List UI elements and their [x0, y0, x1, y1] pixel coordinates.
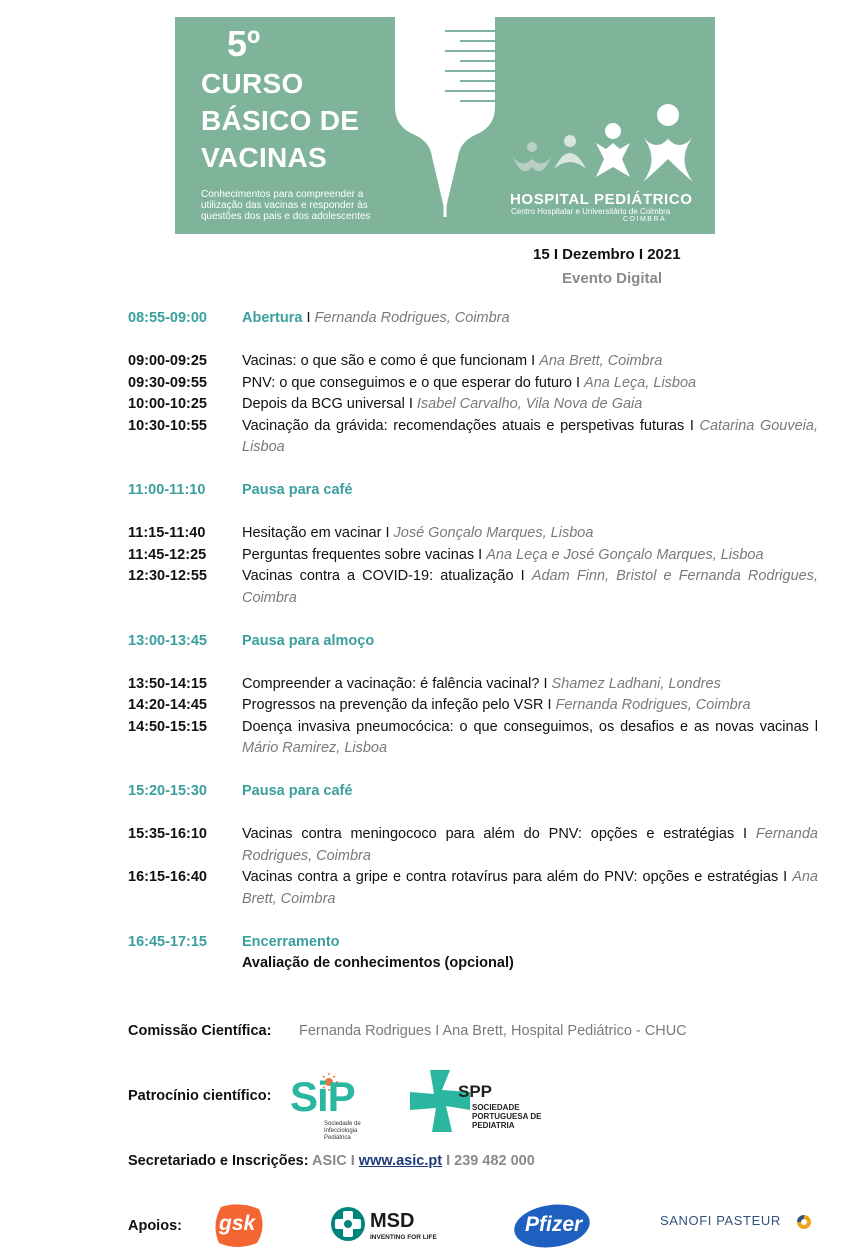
- program-speaker: Shamez Ladhani, Londres: [551, 675, 721, 692]
- sanofi-swirl-icon: [796, 1214, 812, 1230]
- program-separator: I: [734, 826, 756, 842]
- spp-logo: [410, 1070, 550, 1135]
- course-title-line: BÁSICO DE: [201, 105, 360, 136]
- apoios-label: Apoios:: [128, 1218, 182, 1234]
- event-date: 15 I Dezembro I 2021: [533, 246, 681, 263]
- program-speaker: Catarina Gouveia, Lisboa: [242, 417, 818, 455]
- program-item: [128, 695, 818, 717]
- gsk-logo: [213, 1203, 265, 1249]
- program-time: 12:30-12:55: [128, 568, 207, 584]
- program-title: Abertura: [242, 310, 303, 326]
- patrocinio-label: Patrocínio científico:: [128, 1088, 272, 1104]
- program-item: [128, 932, 818, 975]
- program-time: 09:00-09:25: [128, 353, 207, 369]
- program-item: [128, 416, 818, 459]
- program-title: Pausa para café: [242, 783, 353, 799]
- program-separator: I: [684, 417, 700, 434]
- spp-subtitle: SOCIEDADE PORTUGUESA DE PEDIATRIA: [472, 1103, 542, 1130]
- program-item: [128, 781, 818, 803]
- program-title: Compreender a vacinação: é falência vacinal?: [242, 675, 540, 692]
- hospital-city: COIMBRA: [623, 216, 667, 223]
- program-item: [128, 545, 818, 567]
- hospital-logo-icon: [508, 97, 693, 187]
- program-item: [128, 867, 818, 910]
- sanofi-text: SANOFI PASTEUR: [660, 1213, 781, 1228]
- program-item: [128, 566, 818, 609]
- program-title: Pausa para almoço: [242, 632, 375, 649]
- comissao-value: Fernanda Rodrigues I Ana Brett, Hospital Pediátrico - CHUC: [299, 1023, 687, 1039]
- program-item: [128, 373, 818, 395]
- secretariado-org: ASIC: [312, 1153, 347, 1169]
- program-title: Vacinação da grávida: recomendações atuais e perspetivas futuras: [242, 417, 685, 434]
- program-speaker: Fernanda Rodrigues, Coimbra: [555, 697, 751, 713]
- msd-text: MSD: [370, 1210, 415, 1232]
- program-speaker: Ana Leça e José Gonçalo Marques, Lisboa: [486, 546, 764, 563]
- program-speaker: Isabel Carvalho, Vila Nova de Gaia: [416, 396, 643, 412]
- program-separator: I: [302, 310, 315, 326]
- program-title: Encerramento: [242, 933, 340, 950]
- program-separator: I: [778, 869, 793, 885]
- program-item: [128, 308, 818, 330]
- program-time: 15:35-16:10: [128, 826, 207, 842]
- program-item: [128, 394, 818, 416]
- program-speaker: José Gonçalo Marques, Lisboa: [393, 525, 594, 541]
- sanofi-logo: [660, 1213, 820, 1233]
- pfizer-logo: [513, 1204, 591, 1248]
- program-time: 14:50-15:15: [128, 718, 207, 735]
- secretariado-label: Secretariado e Inscrições:: [128, 1153, 309, 1169]
- program-extra: Avaliação de conhecimentos (opcional): [242, 955, 514, 971]
- program-time: 10:30-10:55: [128, 417, 207, 434]
- program-speaker: Ana Leça, Lisboa: [584, 374, 697, 391]
- hospital-name: HOSPITAL PEDIÁTRICO: [510, 191, 693, 208]
- program-time: 13:00-13:45: [128, 632, 207, 649]
- course-title-line: VACINAS: [201, 142, 328, 173]
- program-title: Progressos na prevenção da infeção pelo VSR: [242, 697, 544, 713]
- program-item: [128, 717, 818, 760]
- program-title: Vacinas contra a gripe e contra rotavírus para além do PNV: opções e estratégias: [242, 869, 779, 885]
- course-title-line: CURSO: [201, 68, 304, 99]
- program-time: 11:45-12:25: [128, 546, 207, 563]
- program-title: Vacinas contra a COVID-19: atualização: [242, 568, 514, 584]
- program-item: [128, 674, 818, 696]
- program-speaker: Mário Ramirez, Lisboa: [242, 740, 388, 756]
- sip-logo: [290, 1073, 380, 1143]
- gsk-text: gsk: [219, 1212, 256, 1235]
- program-separator: I: [571, 374, 585, 391]
- msd-logo: [330, 1206, 440, 1246]
- program-separator: I: [539, 675, 552, 692]
- course-banner: [175, 17, 715, 234]
- sip-letters: SiP: [290, 1073, 355, 1120]
- secretariado-separator: I: [346, 1153, 359, 1169]
- sip-logo-text: [290, 1075, 355, 1119]
- pfizer-text: Pfizer: [525, 1213, 583, 1236]
- program-time: 09:30-09:55: [128, 374, 207, 391]
- program-separator: I: [543, 697, 556, 713]
- program-time: 08:55-09:00: [128, 310, 207, 326]
- program-speaker: Adam Finn, Bristol e Fernanda Rodrigues, Coimbra: [242, 568, 818, 606]
- program-title: Pausa para café: [242, 482, 353, 498]
- msd-mark-icon: [330, 1206, 366, 1242]
- hospital-subtitle: Centro Hospitalar e Universitário de Coimbra: [511, 207, 671, 216]
- secretariado-line: [128, 1153, 535, 1169]
- program-title: Hesitação em vacinar: [242, 525, 382, 541]
- program-speaker: Fernanda Rodrigues, Coimbra: [242, 826, 818, 864]
- program-title: Perguntas frequentes sobre vacinas: [242, 546, 475, 563]
- program-time: 11:00-11:10: [128, 482, 206, 498]
- program-time: 14:20-14:45: [128, 697, 207, 713]
- program-schedule: [128, 308, 818, 975]
- program-speaker: Ana Brett, Coimbra: [539, 353, 663, 369]
- program-item: [128, 631, 818, 653]
- program-title: Vacinas contra meningococo para além do PNV: opções e estratégias: [242, 826, 735, 842]
- course-subtitle: Conhecimentos para compreender a utilização das vacinas e responder às questões dos pais e dos adolescentes: [201, 189, 371, 222]
- program-separator: I: [474, 546, 487, 563]
- syringe-icon: [390, 17, 505, 217]
- program-separator: l: [808, 718, 819, 735]
- program-title: Vacinas: o que são e como é que funcionam: [242, 353, 528, 369]
- program-separator: I: [527, 353, 540, 369]
- program-speaker: Fernanda Rodrigues, Coimbra: [314, 310, 510, 326]
- asic-website-link[interactable]: www.asic.pt: [358, 1153, 443, 1169]
- course-edition: 5º: [227, 23, 261, 64]
- program-time: 16:45-17:15: [128, 933, 207, 950]
- secretariado-phone: 239 482 000: [454, 1153, 535, 1169]
- program-time: 13:50-14:15: [128, 675, 207, 692]
- program-title: PNV: o que conseguimos e o que esperar do futuro: [242, 374, 572, 391]
- program-item: [128, 351, 818, 373]
- program-item: [128, 824, 818, 867]
- program-title: Depois da BCG universal: [242, 396, 405, 412]
- program-separator: I: [381, 525, 394, 541]
- program-time: 10:00-10:25: [128, 396, 207, 412]
- sip-subtitle: Sociedade de Infecciologia Pediátrica: [324, 1121, 361, 1141]
- program-separator: I: [404, 396, 417, 412]
- course-title: [201, 65, 359, 176]
- program-time: 15:20-15:30: [128, 783, 207, 799]
- program-separator: I: [513, 568, 532, 584]
- program-speaker: Ana Brett, Coimbra: [242, 869, 818, 907]
- msd-tagline: INVENTING FOR LIFE: [370, 1234, 437, 1241]
- comissao-label: Comissão Científica:: [128, 1023, 272, 1039]
- program-item: [128, 523, 818, 545]
- spp-letters: SPP: [458, 1082, 493, 1101]
- program-item: [128, 480, 818, 502]
- program-time: 16:15-16:40: [128, 869, 207, 885]
- event-type: Evento Digital: [562, 270, 663, 287]
- program-time: 11:15-11:40: [128, 525, 206, 541]
- secretariado-separator: I: [442, 1153, 455, 1169]
- program-title: Doença invasiva pneumocócica: o que conseguimos, os desafios e as novas vacinas: [242, 718, 809, 735]
